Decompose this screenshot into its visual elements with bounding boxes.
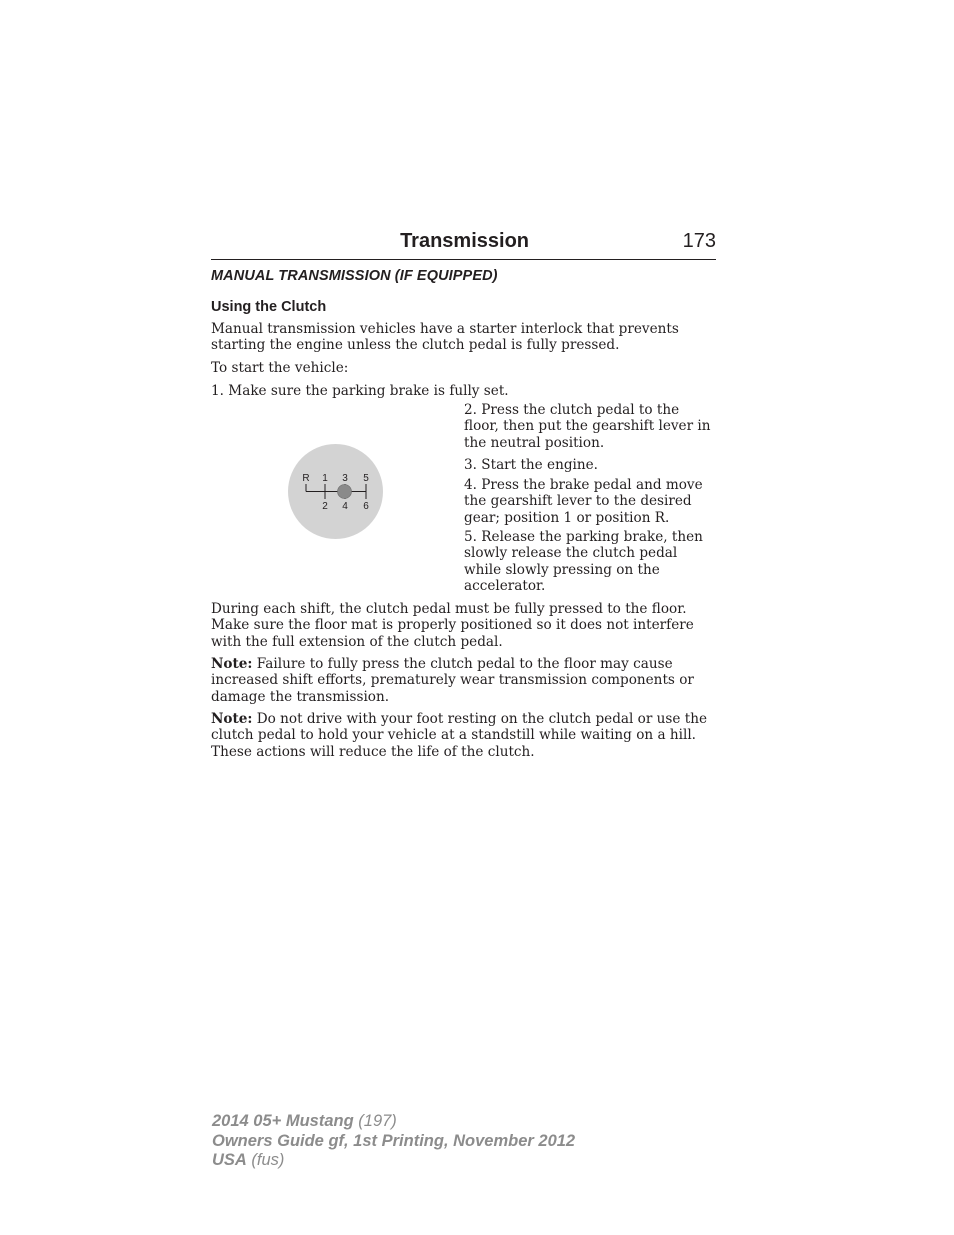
text-line: with the full extension of the clutch pedal. xyxy=(211,633,503,650)
text-line: During each shift, the clutch pedal must be fully pressed to the floor. xyxy=(211,601,687,617)
intro-paragraph xyxy=(211,321,716,354)
gear-label-5: 5 xyxy=(363,473,369,484)
step-2 xyxy=(464,402,724,451)
text-line: clutch pedal to hold your vehicle at a standstill while waiting on a hill. xyxy=(211,727,697,744)
to-start-text: To start the vehicle: xyxy=(211,360,349,376)
page-footer xyxy=(212,1112,575,1171)
gearshift-pattern-diagram xyxy=(288,444,383,539)
text-line: Do not drive with your foot resting on the clutch pedal or use the xyxy=(252,711,708,727)
text-line: floor, then put the gearshift lever in xyxy=(464,418,711,435)
footer-market-code: (fus) xyxy=(246,1151,285,1169)
footer-model-code: (197) xyxy=(353,1112,397,1130)
text-line: the gearshift lever to the desired xyxy=(464,493,692,510)
section-title: Transmission xyxy=(400,230,529,252)
text-line: gear; position 1 or position R. xyxy=(464,509,670,526)
gear-label-6: 6 xyxy=(363,501,369,512)
text-line: accelerator. xyxy=(464,578,546,595)
note-label: Note: xyxy=(211,656,253,672)
page-number: 173 xyxy=(682,230,716,252)
step-3: 3. Start the engine. xyxy=(464,457,599,473)
gear-label-3: 3 xyxy=(342,473,348,484)
text-line: starting the engine unless the clutch pedal is fully pressed. xyxy=(211,337,620,354)
gear-label-2: 2 xyxy=(322,501,328,512)
note-paragraph-1 xyxy=(211,656,716,705)
text-line: 2. Press the clutch pedal to the xyxy=(464,402,680,418)
shift-paragraph xyxy=(211,601,716,650)
text-line: These actions will reduce the life of the clutch. xyxy=(211,743,535,760)
gear-label-1: 1 xyxy=(322,473,328,484)
gear-label-4: 4 xyxy=(342,501,348,512)
footer-guide: Owners Guide gf, 1st Printing, November 2012 xyxy=(212,1131,576,1150)
text-line: slowly release the clutch pedal xyxy=(464,545,678,562)
text-line: Manual transmission vehicles have a starter interlock that prevents xyxy=(211,321,679,337)
gear-label-r: R xyxy=(302,473,310,484)
text-line: the neutral position. xyxy=(464,434,605,451)
text-line: Failure to fully press the clutch pedal to the floor may cause xyxy=(252,656,673,672)
gear-knob-neutral xyxy=(338,485,352,499)
text-line: 4. Press the brake pedal and move xyxy=(464,477,703,493)
text-line: while slowly pressing on the xyxy=(464,561,660,578)
text-line: damage the transmission. xyxy=(211,688,390,705)
step-4 xyxy=(464,477,724,526)
footer-market: USA xyxy=(212,1151,247,1169)
text-line: 5. Release the parking brake, then xyxy=(464,529,703,545)
page-header xyxy=(211,229,716,260)
text-line: increased shift efforts, prematurely wear transmission components or xyxy=(211,672,694,689)
text-line: Make sure the floor mat is properly positioned so it does not interfere xyxy=(211,617,694,634)
subsection-heading: Using the Clutch xyxy=(211,299,327,315)
step-5 xyxy=(464,529,724,595)
step-1: 1. Make sure the parking brake is fully set. xyxy=(211,383,509,399)
section-heading: MANUAL TRANSMISSION (IF EQUIPPED) xyxy=(211,268,498,284)
note-paragraph-2 xyxy=(211,711,716,760)
footer-model: 2014 05+ Mustang xyxy=(212,1112,354,1130)
note-label: Note: xyxy=(211,711,253,727)
